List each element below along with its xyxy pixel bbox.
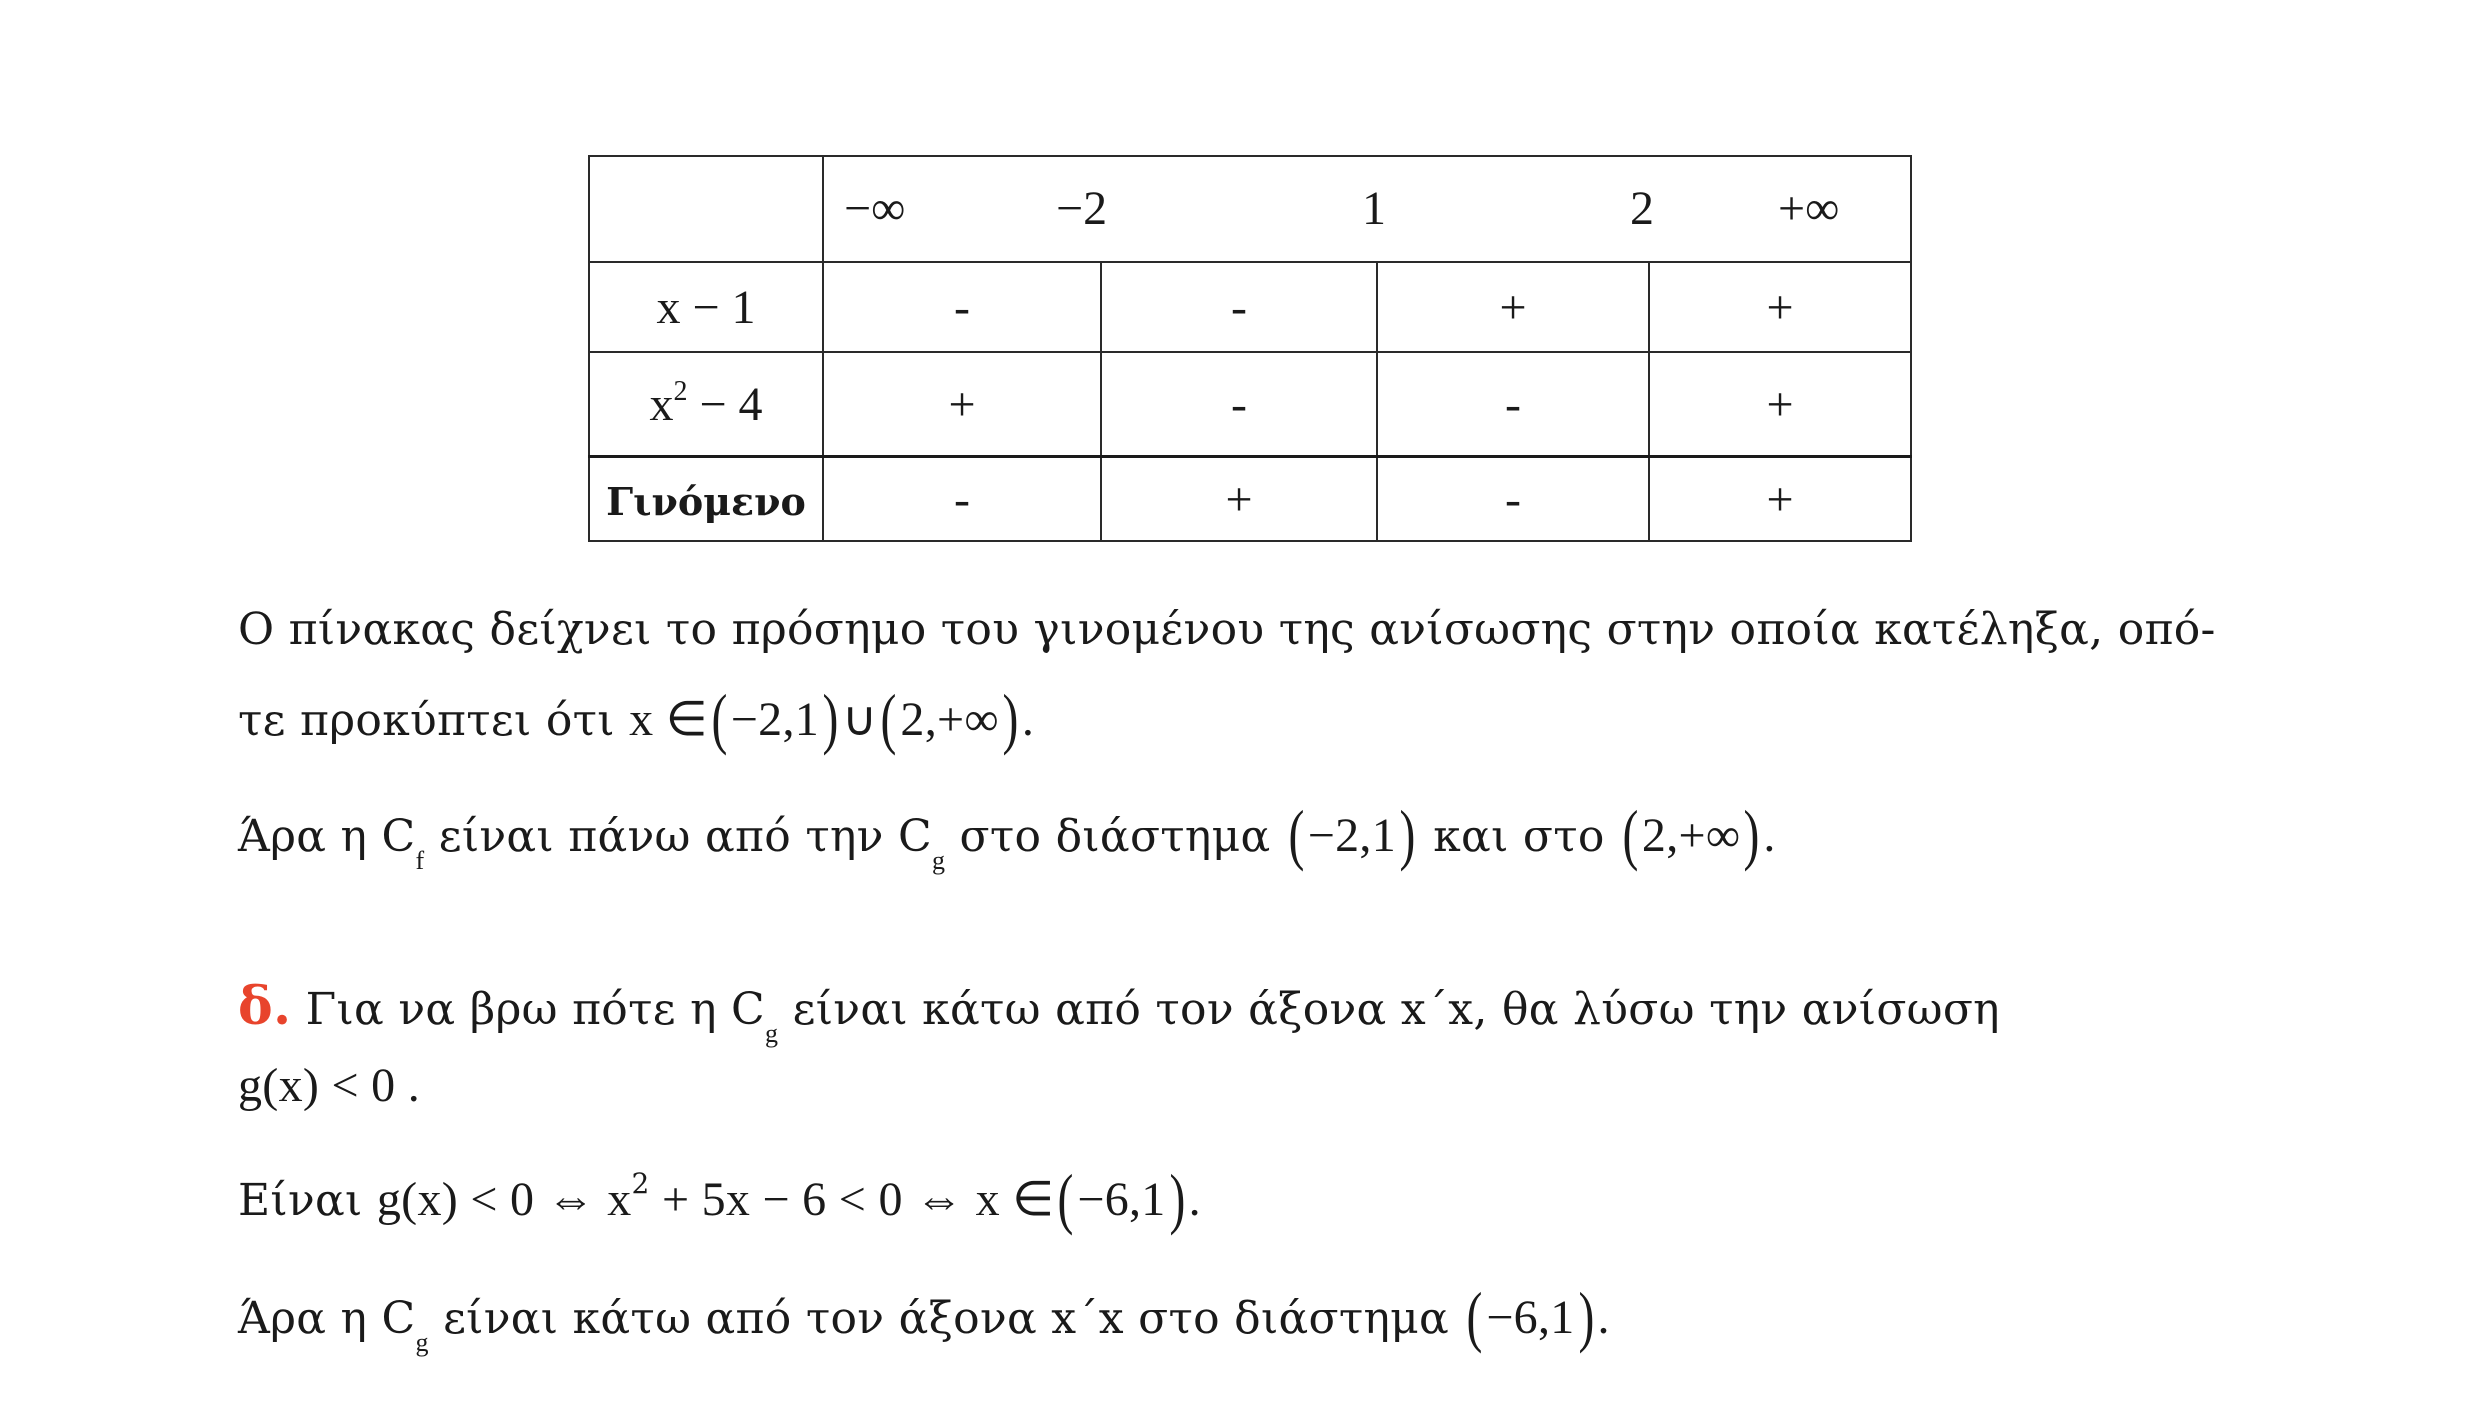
sign-cell: + xyxy=(1649,262,1911,352)
table-corner-cell xyxy=(589,156,823,262)
table-header-row xyxy=(589,156,1911,262)
sign-cell: - xyxy=(1101,262,1377,352)
sign-cell: + xyxy=(1649,457,1911,542)
table-row xyxy=(589,262,1911,352)
table-row xyxy=(589,352,1911,457)
table-row xyxy=(589,457,1911,542)
paragraph-line: Ο πίνακας δείχνει το πρόσημο του γινομένου της ανίσωσης στην οποία κατέληξα, οπό- xyxy=(238,604,2216,655)
sign-cell: - xyxy=(823,262,1101,352)
sign-cell: - xyxy=(1377,352,1649,457)
row-label-product: Γινόμενο xyxy=(589,457,823,542)
paragraph-line: Είναι g(x) < 0 ⇔ $x^2 + 5x - 6 < 0$ ⇔ x ∈(−6,1). xyxy=(238,1160,1201,1236)
header-value: −2 xyxy=(1056,182,1108,235)
row-label: x − 1 xyxy=(589,262,823,352)
table-header-values xyxy=(823,156,1911,262)
paragraph-line: g(x) < 0 . xyxy=(238,1059,421,1112)
paragraph-line: τε προκύπτει ότι x ∈(−2,1)∪(2,+∞). xyxy=(238,680,1035,756)
sign-cell: + xyxy=(1101,457,1377,542)
row-label: $x^2 - 4$ xyxy=(589,352,823,457)
header-value: 2 xyxy=(1630,182,1654,235)
sign-cell: + xyxy=(1377,262,1649,352)
header-value: +∞ xyxy=(1778,182,1840,235)
paragraph-line: δ. Για να βρω πότε η $C_g$ είναι κάτω από τον άξονα x΄x, θα λύσω την ανίσωση xyxy=(238,976,2000,1048)
header-value: 1 xyxy=(1362,182,1386,235)
paragraph-line: Άρα η $C_g$ είναι κάτω από τον άξονα x΄x στο διάστημα (−6,1). xyxy=(238,1278,1610,1357)
paragraph-line: Άρα η $C_f$ είναι πάνω από την $C_g$ στο διάστημα (−2,1) και στο (2,+∞). xyxy=(238,796,1776,875)
sign-cell: - xyxy=(1377,457,1649,542)
header-value: −∞ xyxy=(844,182,906,235)
sign-cell: - xyxy=(823,457,1101,542)
sign-cell: + xyxy=(823,352,1101,457)
sign-cell: - xyxy=(1101,352,1377,457)
sign-table xyxy=(588,155,1912,542)
part-label: δ. xyxy=(238,976,292,1037)
sign-cell: + xyxy=(1649,352,1911,457)
